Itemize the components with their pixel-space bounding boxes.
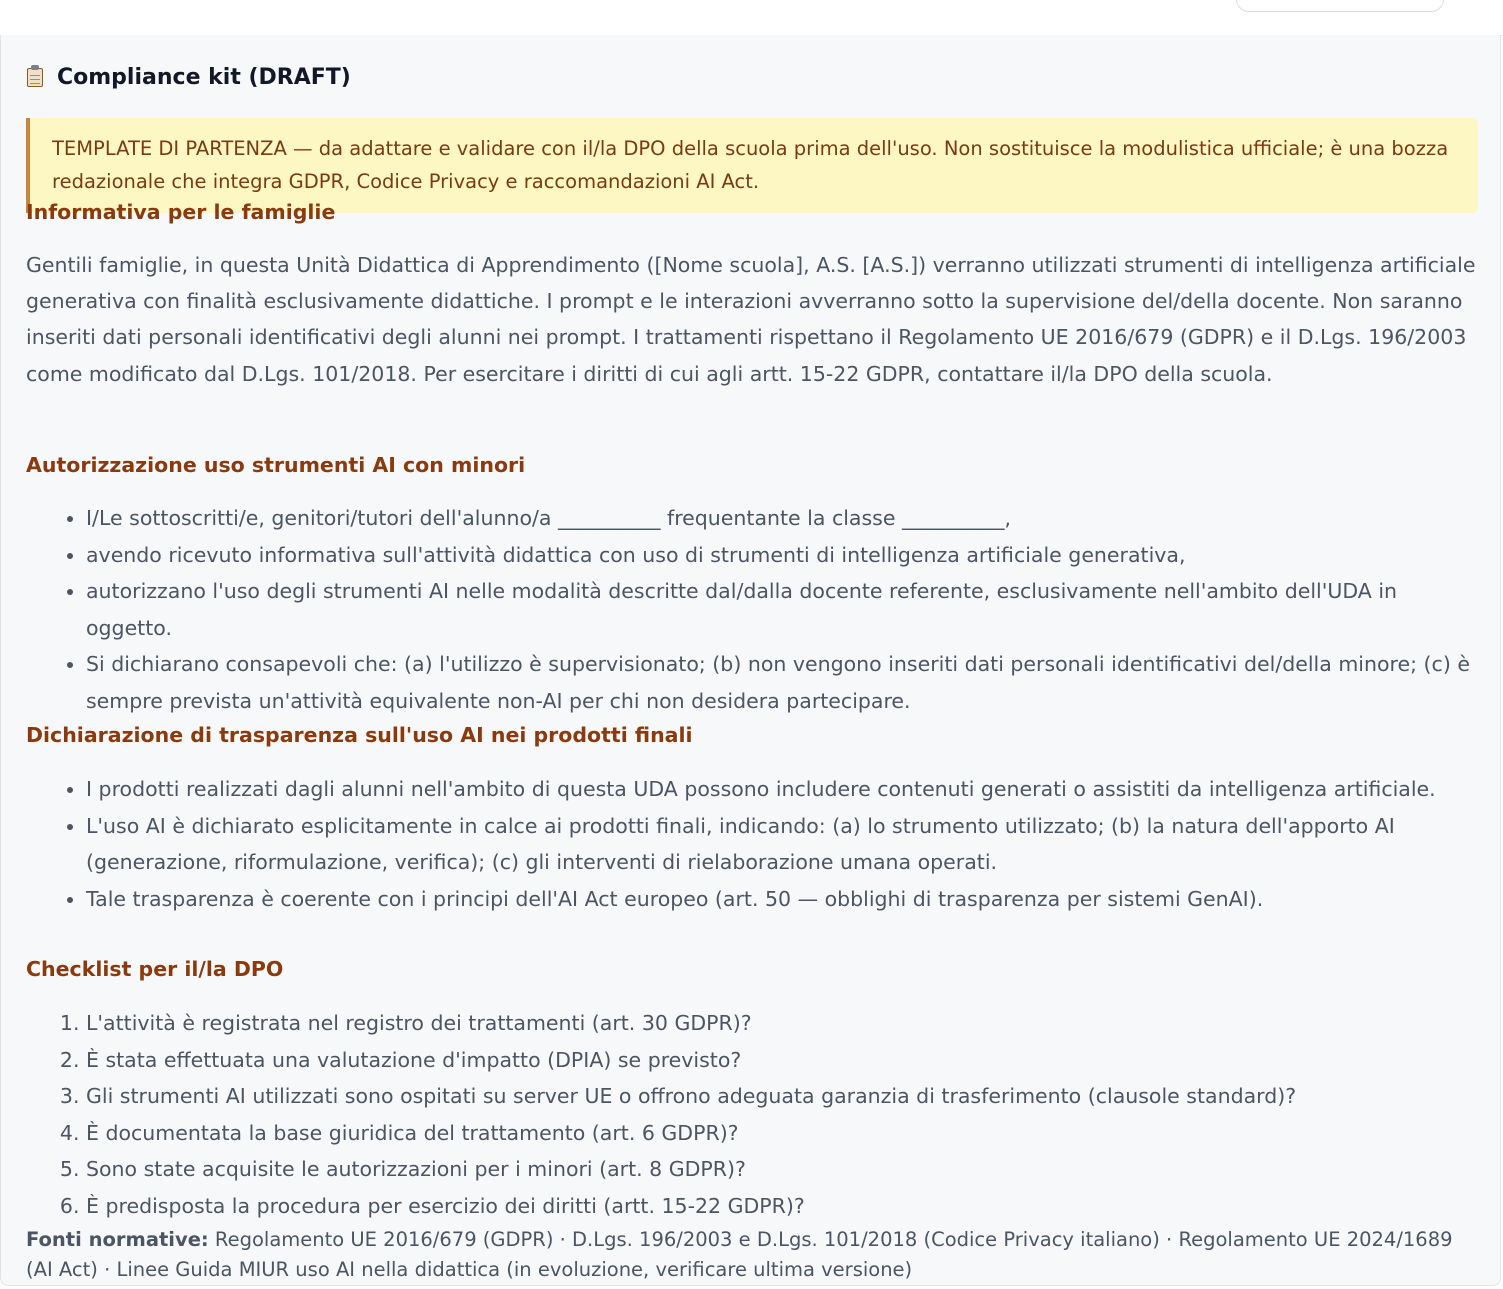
sources-note [26,1225,1466,1285]
checklist-item: 5. Sono state acquisite le autorizzazioni per i minori (art. 8 GDPR)? [86,1151,1486,1188]
panel-title [26,65,351,90]
list-item: • avendo ricevuto informativa sull'attività didattica con uso di strumenti di intelligenza artificiale generativa, [86,537,1486,574]
list-item: • I/Le sottoscritti/e, genitori/tutori dell'alunno/a __________ frequentante la classe __________, [86,500,1486,537]
panel-title-text: Compliance kit (DRAFT) [57,65,351,90]
clipboard-icon [26,65,44,87]
checklist-item: 4. È documentata la base giuridica del trattamento (art. 6 GDPR)? [86,1115,1486,1152]
list-item: • L'uso AI è dichiarato esplicitamente in calce ai prodotti finali, indicando: (a) lo strumento utilizzato; (b) la natura dell'apporto AI (generazione, riformulazione, verifica); (c) gli interventi di rielaborazione umana operati. [86,808,1486,881]
top-bar [0,0,1503,36]
top-bar-pill-button[interactable] [1236,0,1444,12]
compliance-kit-panel [0,35,1501,1286]
list-item: • I prodotti realizzati dagli alunni nell'ambito di questa UDA possono includere contenuti generati o assistiti da intelligenza artificiale. [86,771,1486,808]
section-heading-informativa: Informativa per le famiglie [26,200,336,224]
autorizzazione-list [1,500,1486,719]
draft-warning-callout [26,118,1478,213]
section-heading-checklist: Checklist per il/la DPO [26,957,284,981]
list-item: • Si dichiarano consapevoli che: (a) l'utilizzo è supervisionato; (b) non vengono inseriti dati personali identificativi del/della minore; (c) è sempre prevista un'attività equivalente non-AI per chi non desidera partecipare. [86,646,1486,719]
section-heading-autorizzazione: Autorizzazione uso strumenti AI con minori [26,453,526,477]
sources-label: Fonti normative: [26,1228,209,1251]
draft-warning-text: TEMPLATE DI PARTENZA — da adattare e validare con il/la DPO della scuola prima dell'uso. Non sostituisce la modulistica ufficiale; è una bozza redazionale che integra GDPR, Codice Privacy e raccomandazioni AI Act. [52,137,1449,193]
trasparenza-list [1,771,1486,917]
checklist-item: 6. È predisposta la procedura per esercizio dei diritti (artt. 15-22 GDPR)? [86,1188,1486,1225]
informativa-paragraph: Gentili famiglie, in questa Unità Didattica di Apprendimento ([Nome scuola], A.S. [A.S.]) verranno utilizzati strumenti di intelligenza artificiale generativa con finalità esclusivamente didattiche. I prompt e le interazioni avverranno sotto la supervisione del/della docente. Non saranno inseriti dati personali identificativi degli alunni nei prompt. I trattamenti rispettano il Regolamento UE 2016/679 (GDPR) e il D.Lgs. 196/2003 come modificato dal D.Lgs. 101/2018. Per esercitare i diritti di cui agli artt. 15-22 GDPR, contattare il/la DPO della scuola. [26,253,1476,386]
checklist-list [1,1005,1486,1224]
checklist-item: 2. È stata effettuata una valutazione d'impatto (DPIA) se previsto? [86,1042,1486,1079]
checklist-item: 3. Gli strumenti AI utilizzati sono ospitati su server UE o offrono adeguata garanzia di trasferimento (clausole standard)? [86,1078,1486,1115]
list-item: • autorizzano l'uso degli strumenti AI nelle modalità descritte dal/dalla docente referente, esclusivamente nell'ambito dell'UDA in oggetto. [86,573,1486,646]
sources-text: Regolamento UE 2016/679 (GDPR) · D.Lgs. 196/2003 e D.Lgs. 101/2018 (Codice Privacy italiano) · Regolamento UE 2024/1689 (AI Act) · Linee Guida MIUR uso AI nella didattica (in evoluzione, verificare ultima versione) [26,1228,1453,1281]
checklist-item: 1. L'attività è registrata nel registro dei trattamenti (art. 30 GDPR)? [86,1005,1486,1042]
list-item: • Tale trasparenza è coerente con i principi dell'AI Act europeo (art. 50 — obblighi di trasparenza per sistemi GenAI). [86,881,1486,918]
section-heading-trasparenza: Dichiarazione di trasparenza sull'uso AI nei prodotti finali [26,723,693,747]
